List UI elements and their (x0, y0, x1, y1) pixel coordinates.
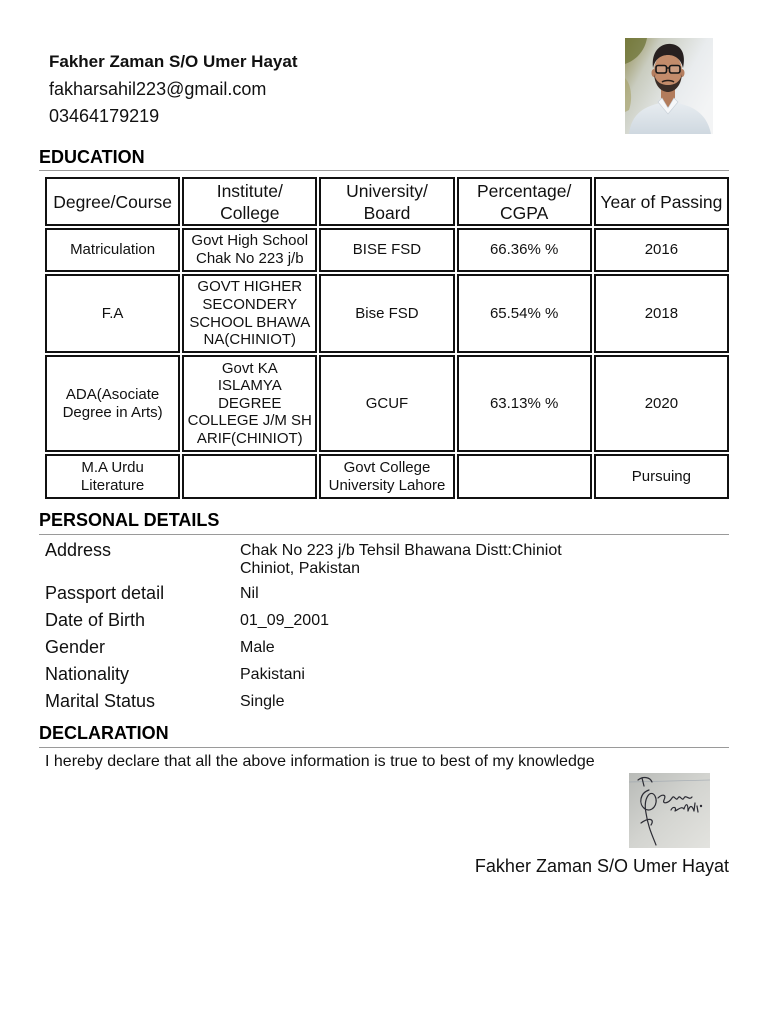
declaration-text: I hereby declare that all the above information is true to best of my knowledge (45, 753, 595, 770)
table-row (45, 228, 729, 272)
candidate-name: Fakher Zaman S/O Umer Hayat (49, 52, 298, 71)
column-header-percentage: Percentage/ CGPA (457, 177, 592, 226)
table-row (45, 274, 729, 353)
cell-year: 2018 (594, 274, 729, 353)
table-header-row (45, 177, 729, 226)
cell-institute: GOVT HIGHER SECONDERY SCHOOL BHAWA NA(CHINIOT) (182, 274, 317, 353)
cell-percentage: 63.13% % (457, 355, 592, 452)
detail-row-address (45, 539, 729, 582)
column-header-institute: Institute/ College (182, 177, 317, 226)
education-heading: EDUCATION (39, 147, 145, 167)
cell-university: Govt College University Lahore (319, 454, 454, 499)
detail-row-nationality (45, 663, 729, 690)
detail-value: Nil (240, 585, 259, 602)
cell-year: Pursuing (594, 454, 729, 499)
cell-degree: F.A (45, 274, 180, 353)
personal-details-heading: PERSONAL DETAILS (39, 510, 220, 530)
table-row (45, 355, 729, 452)
cell-institute: Govt KA ISLAMYA DEGREE COLLEGE J/M SH ARIF(CHINIOT) (182, 355, 317, 452)
detail-value: Single (240, 693, 285, 710)
declaration-heading: DECLARATION (39, 723, 169, 743)
detail-row-passport (45, 582, 729, 609)
detail-label: Nationality (45, 664, 130, 684)
education-table (43, 175, 731, 501)
section-divider (39, 170, 729, 171)
section-divider (39, 747, 729, 748)
detail-label: Address (45, 540, 112, 560)
cell-degree: ADA(Asociate Degree in Arts) (45, 355, 180, 452)
cell-university: GCUF (319, 355, 454, 452)
signature-image (629, 773, 710, 848)
email-address: fakharsahil223@gmail.com (49, 79, 267, 99)
detail-label: Marital Status (45, 691, 156, 711)
cell-degree: Matriculation (45, 228, 180, 272)
cell-degree: M.A Urdu Literature (45, 454, 180, 499)
detail-row-date-of-birth (45, 609, 729, 636)
detail-value: 01_09_2001 (240, 612, 329, 629)
cell-university: Bise FSD (319, 274, 454, 353)
cell-percentage (457, 454, 592, 499)
cell-year: 2016 (594, 228, 729, 272)
cell-university: BISE FSD (319, 228, 454, 272)
phone-number: 03464179219 (49, 106, 160, 126)
personal-details-list (45, 539, 729, 717)
cell-institute (182, 454, 317, 499)
detail-row-gender (45, 636, 729, 663)
column-header-degree: Degree/Course (45, 177, 180, 226)
section-divider (39, 534, 729, 535)
cell-year: 2020 (594, 355, 729, 452)
cell-institute: Govt High School Chak No 223 j/b (182, 228, 317, 272)
detail-label: Date of Birth (45, 610, 146, 630)
detail-value: Pakistani (240, 666, 305, 683)
cell-percentage: 66.36% % (457, 228, 592, 272)
detail-value: Chak No 223 j/b Tehsil Bhawana Distt:Chiniot Chiniot, Pakistan (240, 542, 562, 577)
detail-label: Passport detail (45, 583, 165, 603)
table-row (45, 454, 729, 499)
profile-photo (625, 38, 713, 134)
column-header-year: Year of Passing (594, 177, 729, 226)
detail-label: Gender (45, 637, 106, 657)
detail-value: Male (240, 639, 275, 656)
column-header-university: University/ Board (319, 177, 454, 226)
signature-name: Fakher Zaman S/O Umer Hayat (474, 856, 729, 876)
detail-row-marital-status (45, 690, 729, 717)
cell-percentage: 65.54% % (457, 274, 592, 353)
